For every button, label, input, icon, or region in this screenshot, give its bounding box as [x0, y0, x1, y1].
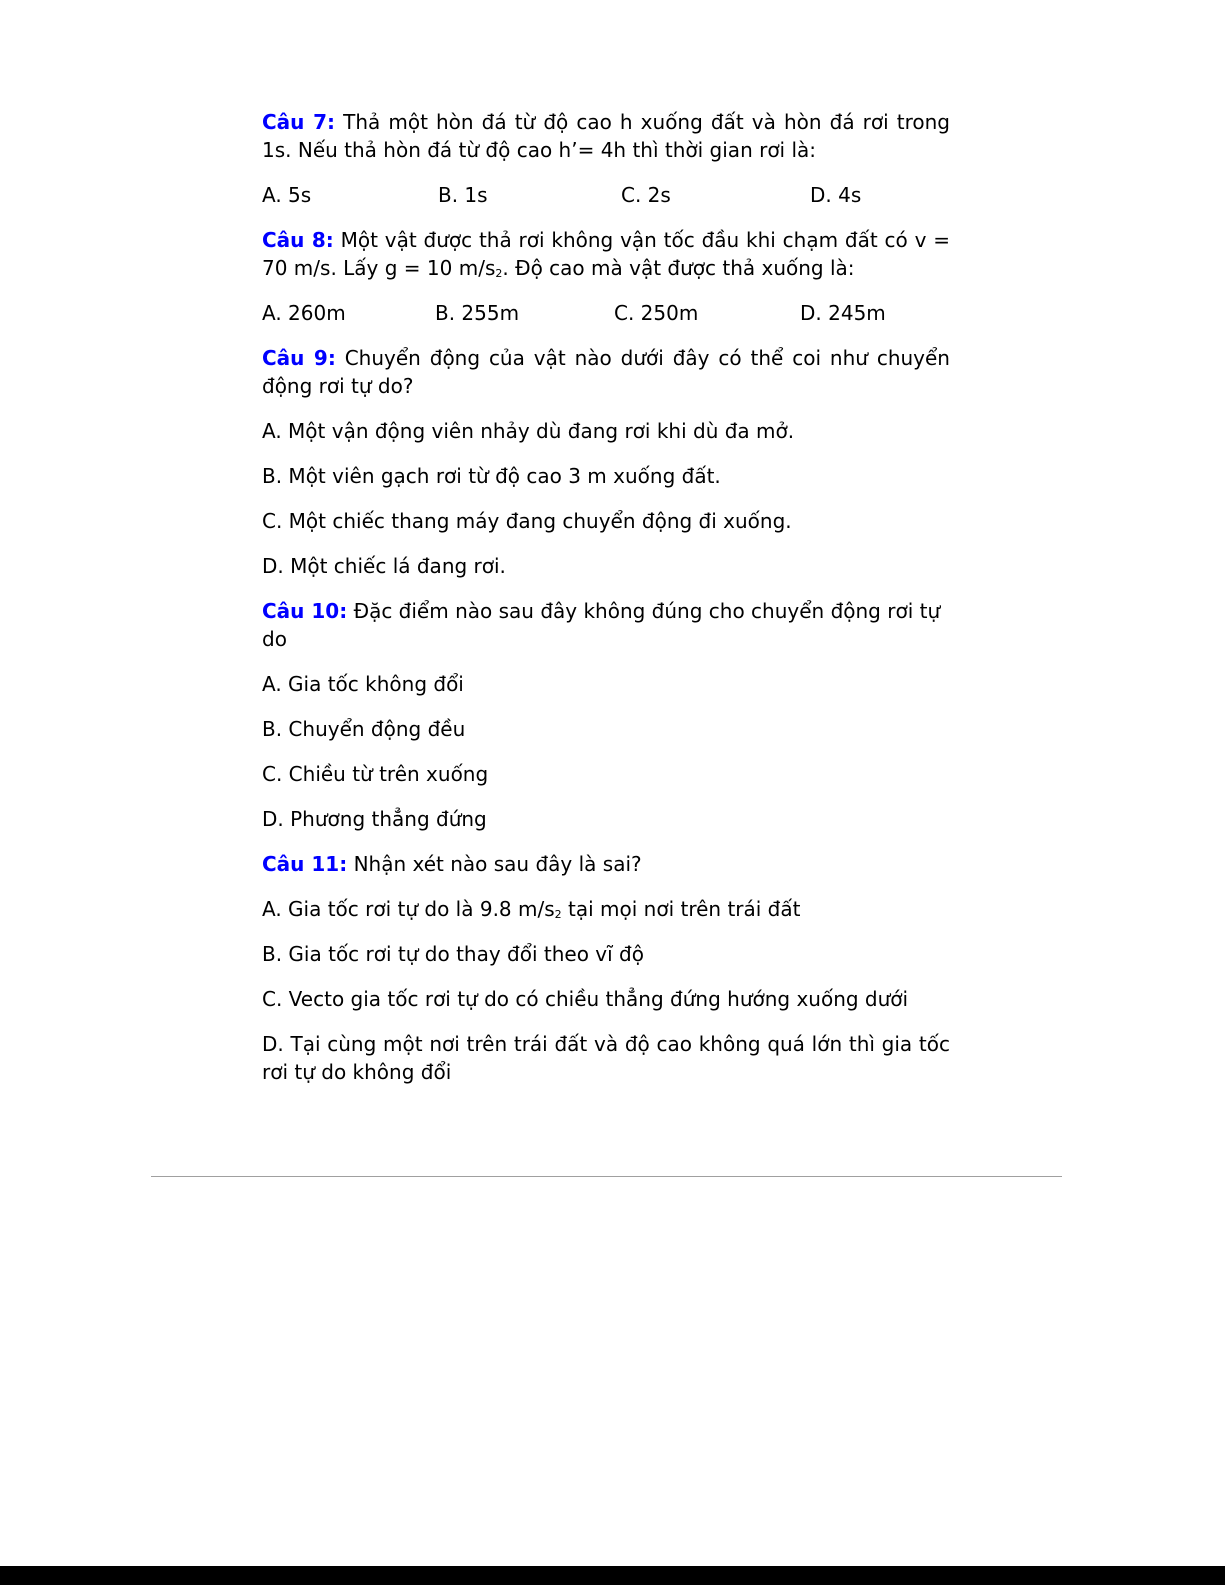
question-9 [262, 344, 950, 400]
question-8-subscript: 2 [495, 267, 503, 280]
question-10-option-c: C. Chiều từ trên xuống [262, 762, 489, 786]
question-8-text-after: . Độ cao mà vật được thả xuống là: [502, 256, 855, 280]
question-11-option-a-before: A. Gia tốc rơi tự do là 9.8 m/s [262, 897, 555, 921]
question-8-option-d: D. 245m [800, 301, 886, 325]
question-8-options [262, 299, 950, 327]
question-7-option-d: D. 4s [810, 183, 862, 207]
question-10-option-d: D. Phương thẳng đứng [262, 807, 487, 831]
question-10-label: Câu 10: [262, 599, 348, 623]
question-7-options [262, 181, 950, 209]
question-9-option-c: C. Một chiếc thang máy đang chuyển động đi xuống. [262, 509, 792, 533]
question-9-option-d: D. Một chiếc lá đang rơi. [262, 554, 506, 578]
question-8-option-b: B. 255m [435, 301, 520, 325]
question-8-option-c: C. 250m [614, 301, 699, 325]
bottom-edge-bar [0, 1566, 1225, 1585]
question-11-option-d: D. Tại cùng một nơi trên trái đất và độ cao không quá lớn thì gia tốc rơi tự do không đổi [262, 1032, 950, 1084]
question-11-option-c: C. Vecto gia tốc rơi tự do có chiều thẳng đứng hướng xuống dưới [262, 987, 909, 1011]
question-10-option-b: B. Chuyển động đều [262, 717, 466, 741]
question-9-option-a: A. Một vận động viên nhảy dù đang rơi khi dù đa mở. [262, 419, 795, 443]
question-7-option-b: B. 1s [438, 183, 488, 207]
question-8-label: Câu 8: [262, 228, 334, 252]
question-11-option-a-after: tại mọi nơi trên trái đất [561, 897, 801, 921]
question-7-text: Thả một hòn đá từ độ cao h xuống đất và hòn đá rơi trong 1s. Nếu thả hòn đá từ độ cao h’= 4h thì thời gian rơi là: [262, 110, 951, 162]
question-10 [262, 597, 950, 653]
question-7-label: Câu 7: [262, 110, 336, 134]
question-9-text: Chuyển động của vật nào dưới đây có thể coi như chuyển động rơi tự do? [262, 346, 950, 398]
question-11-label: Câu 11: [262, 852, 348, 876]
question-11-option-a-subscript: 2 [554, 908, 562, 921]
question-11-option-a [262, 895, 950, 923]
question-11-option-b: B. Gia tốc rơi tự do thay đổi theo vĩ độ [262, 942, 644, 966]
question-10-option-a: A. Gia tốc không đổi [262, 672, 464, 696]
question-8 [262, 226, 950, 282]
question-9-option-b: B. Một viên gạch rơi từ độ cao 3 m xuống đất. [262, 464, 721, 488]
question-7 [262, 108, 950, 164]
question-10-text: Đặc điểm nào sau đây không đúng cho chuyển động rơi tự do [262, 599, 941, 651]
question-8-option-a: A. 260m [262, 301, 346, 325]
question-list [262, 108, 950, 1103]
question-7-option-c: C. 2s [621, 183, 671, 207]
page-divider [151, 1176, 1062, 1177]
question-7-option-a: A. 5s [262, 183, 312, 207]
question-8-text-before: Một vật được thả rơi không vận tốc đầu khi chạm đất có v = 70 m/s. Lấy g = 10 m/s [262, 228, 950, 280]
question-11 [262, 850, 950, 878]
question-9-label: Câu 9: [262, 346, 336, 370]
question-11-text: Nhận xét nào sau đây là sai? [347, 852, 642, 876]
